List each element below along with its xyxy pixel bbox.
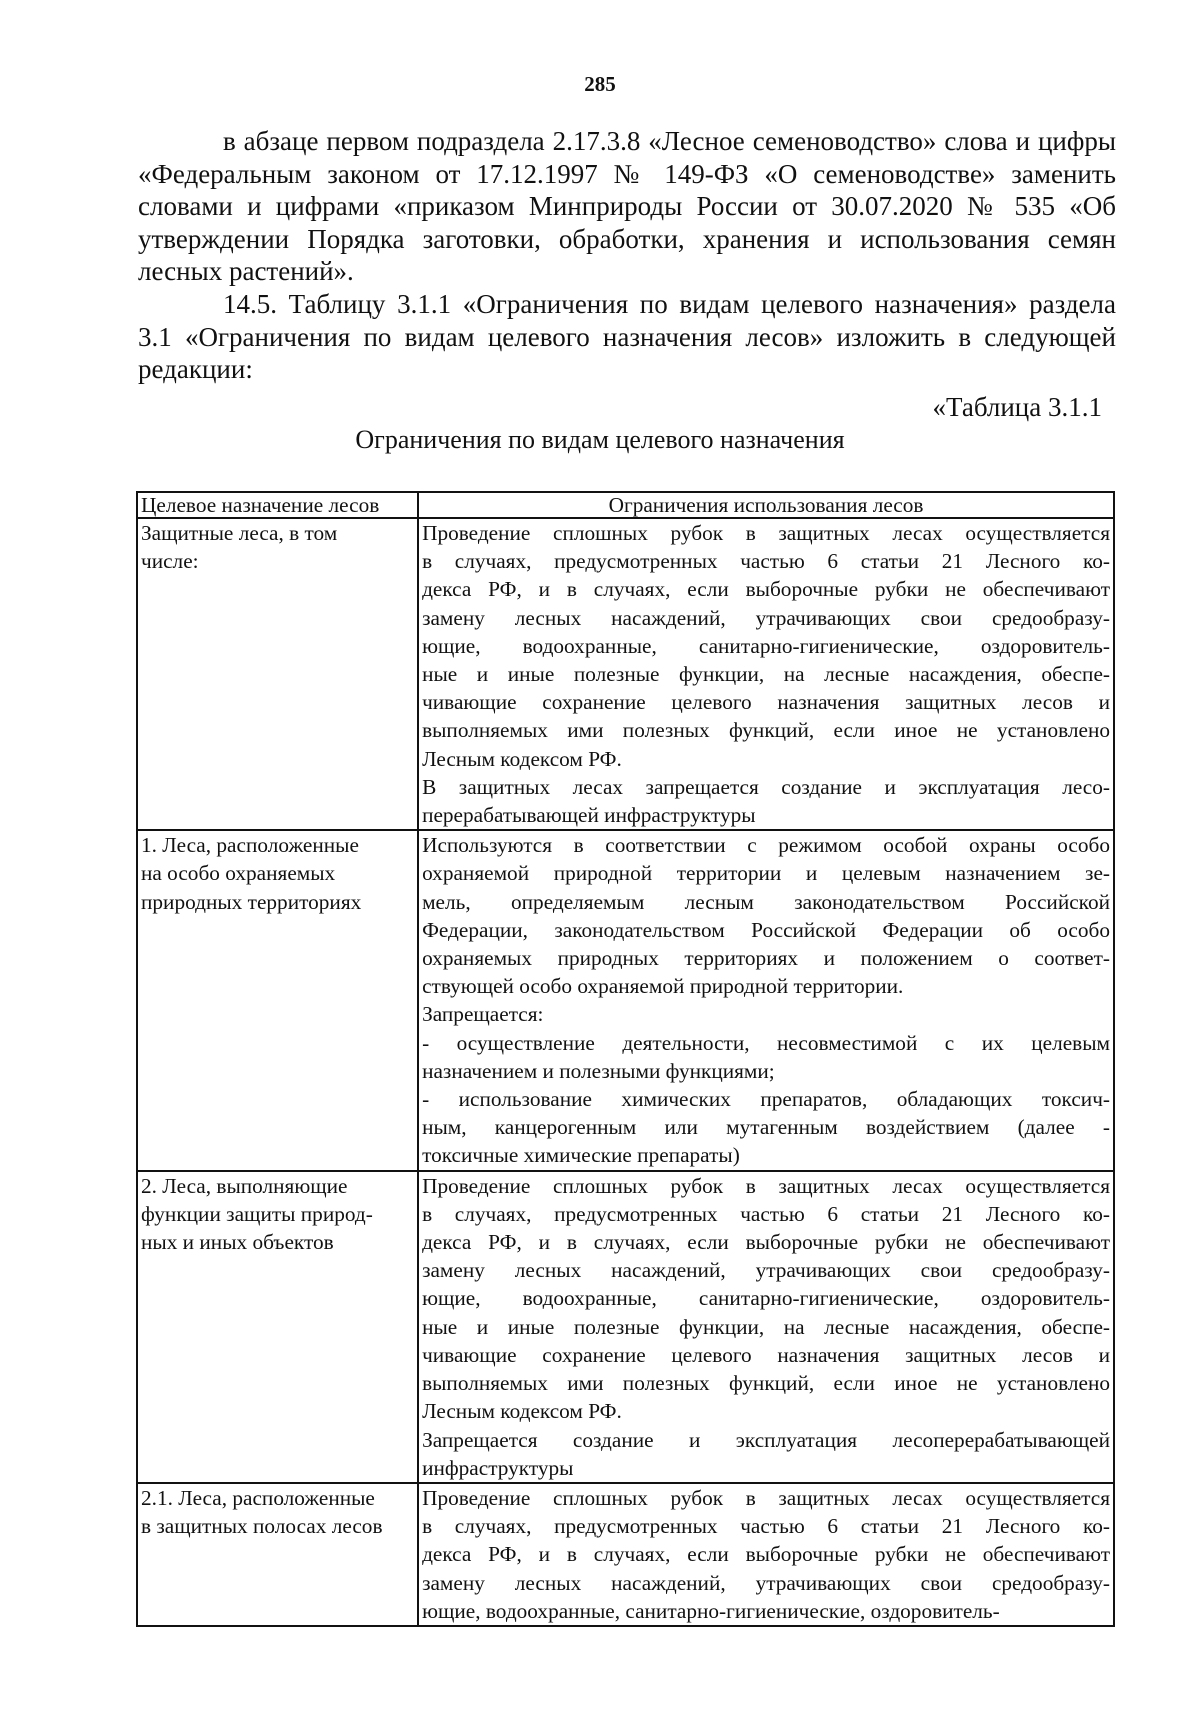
restrictions-cell [418, 830, 1114, 1170]
purpose-line: функции защиты природ- [141, 1201, 373, 1226]
paragraph: в абзаце первом подраздела 2.17.3.8 «Лесное семеноводство» слова и цифры «Федеральным законом от 17.12.1997 № 149-ФЗ «О семеноводстве» заменить словами и цифрами «приказом Минприроды России от 30.07.2020 № 535 «Об утверждении Порядка заготовки, обработки, хранения и использования семян лесных растений». [138, 126, 1116, 287]
restriction-line: Запрещается: [422, 1002, 544, 1027]
purpose-line: ных и иных объектов [141, 1230, 334, 1255]
purpose-cell [137, 1483, 418, 1626]
restrictions-cell [418, 518, 1114, 830]
restriction-line: - осуществление деятельности, несовместимой с их целевым [422, 1030, 1110, 1055]
restriction-line: назначением и полезными функциями; [422, 1058, 775, 1083]
restriction-line: замену лесных насаждений, утрачивающих свои средообразу- [422, 1570, 1110, 1595]
purpose-line: числе: [141, 549, 199, 574]
table-body [137, 518, 1114, 1626]
purpose-line: на особо охраняемых [141, 861, 336, 886]
restriction-line: ным, канцерогенным или мутагенным воздействием (далее - [422, 1115, 1110, 1140]
purpose-cell [137, 1171, 418, 1483]
restriction-line: инфраструктуры [422, 1455, 574, 1480]
restriction-line: В защитных лесах запрещается создание и эксплуатация лесо- [422, 774, 1110, 799]
restriction-line: декса РФ, и в случаях, если выборочные рубки не обеспечивают [422, 1542, 1110, 1567]
restriction-line: в случаях, предусмотренных частью 6 статьи 21 Лесного ко- [422, 549, 1110, 574]
table-row [137, 518, 1114, 830]
restriction-line: чивающие сохранение целевого назначения защитных лесов и [422, 1342, 1110, 1367]
restriction-line: перерабатывающей инфраструктуры [422, 803, 756, 828]
restriction-line: Лесным кодексом РФ. [422, 746, 622, 771]
restriction-line: Федерации, законодательством Российской Федерации об особо [422, 917, 1110, 942]
restriction-line: ющие, водоохранные, санитарно-гигиенические, оздоровитель- [422, 633, 1110, 658]
paragraph: 14.5. Таблицу 3.1.1 «Ограничения по видам целевого назначения» раздела 3.1 «Ограничения по видам целевого назначения лесов» изложить в следующей редакции: [138, 288, 1116, 385]
restriction-line: Проведение сплошных рубок в защитных лесах осуществляется [422, 1173, 1110, 1198]
body-text [138, 125, 1116, 386]
restriction-line: выполняемых ими полезных функций, если иное не установлено [422, 1371, 1110, 1396]
restriction-line: в случаях, предусмотренных частью 6 статьи 21 Лесного ко- [422, 1201, 1110, 1226]
restriction-line: замену лесных насаждений, утрачивающих свои средообразу- [422, 1258, 1110, 1283]
restriction-line: в случаях, предусмотренных частью 6 статьи 21 Лесного ко- [422, 1514, 1110, 1539]
restriction-line: Запрещается создание и эксплуатация лесоперерабатывающей [422, 1427, 1110, 1452]
header-purpose: Целевое назначение лесов [137, 492, 418, 518]
restriction-line: Проведение сплошных рубок в защитных лесах осуществляется [422, 521, 1110, 545]
restriction-line: Лесным кодексом РФ. [422, 1399, 622, 1424]
purpose-line: в защитных полосах лесов [141, 1514, 383, 1539]
purpose-cell [137, 830, 418, 1170]
restriction-line: ющие, водоохранные, санитарно-гигиенические, оздоровитель- [422, 1286, 1110, 1311]
table-label: «Таблица 3.1.1 [932, 392, 1102, 422]
restriction-line: чивающие сохранение целевого назначения защитных лесов и [422, 690, 1110, 715]
restriction-line: декса РФ, и в случаях, если выборочные рубки не обеспечивают [422, 1230, 1110, 1255]
restriction-line: - использование химических препаратов, обладающих токсич- [422, 1087, 1110, 1112]
restriction-line: декса РФ, и в случаях, если выборочные рубки не обеспечивают [422, 577, 1110, 602]
header-restrictions: Ограничения использования лесов [418, 492, 1114, 518]
purpose-line: 2. Леса, выполняющие [141, 1173, 348, 1198]
restriction-line: Проведение сплошных рубок в защитных лесах осуществляется [422, 1485, 1110, 1510]
restriction-line: охраняемых природных территориях и положением о соответ- [422, 946, 1110, 971]
restrictions-cell [418, 1171, 1114, 1483]
restriction-line: ющие, водоохранные, санитарно-гигиенические, оздоровитель- [422, 1598, 1000, 1623]
page-number: 285 [584, 72, 616, 96]
restrictions-table [136, 491, 1115, 1627]
restriction-line: ные и иные полезные функции, на лесные насаждения, обеспе- [422, 1314, 1110, 1339]
restriction-line: токсичные химические препараты) [422, 1143, 740, 1168]
restrictions-cell [418, 1483, 1114, 1626]
purpose-line: природных территориях [141, 889, 362, 914]
restriction-line: охраняемой природной территории и целевым назначением зе- [422, 861, 1110, 886]
table-title: Ограничения по видам целевого назначения [355, 425, 845, 454]
purpose-line: Защитные леса, в том [141, 521, 338, 545]
restriction-line: Используются в соответствии с режимом особой охраны особо [422, 833, 1110, 858]
table-row [137, 1171, 1114, 1483]
purpose-line: 1. Леса, расположенные [141, 833, 359, 858]
restriction-line: ные и иные полезные функции, на лесные насаждения, обеспе- [422, 662, 1110, 687]
restriction-line: замену лесных насаждений, утрачивающих свои средообразу- [422, 605, 1110, 630]
restriction-line: ствующей особо охраняемой природной территории. [422, 974, 904, 999]
purpose-line: 2.1. Леса, расположенные [141, 1485, 375, 1510]
restriction-line: выполняемых ими полезных функций, если иное не установлено [422, 718, 1110, 743]
purpose-cell [137, 518, 418, 830]
restriction-line: мель, определяемым лесным законодательством Российской [422, 889, 1110, 914]
table-row [137, 1483, 1114, 1626]
table-row [137, 830, 1114, 1170]
table-header-row [137, 492, 1114, 518]
